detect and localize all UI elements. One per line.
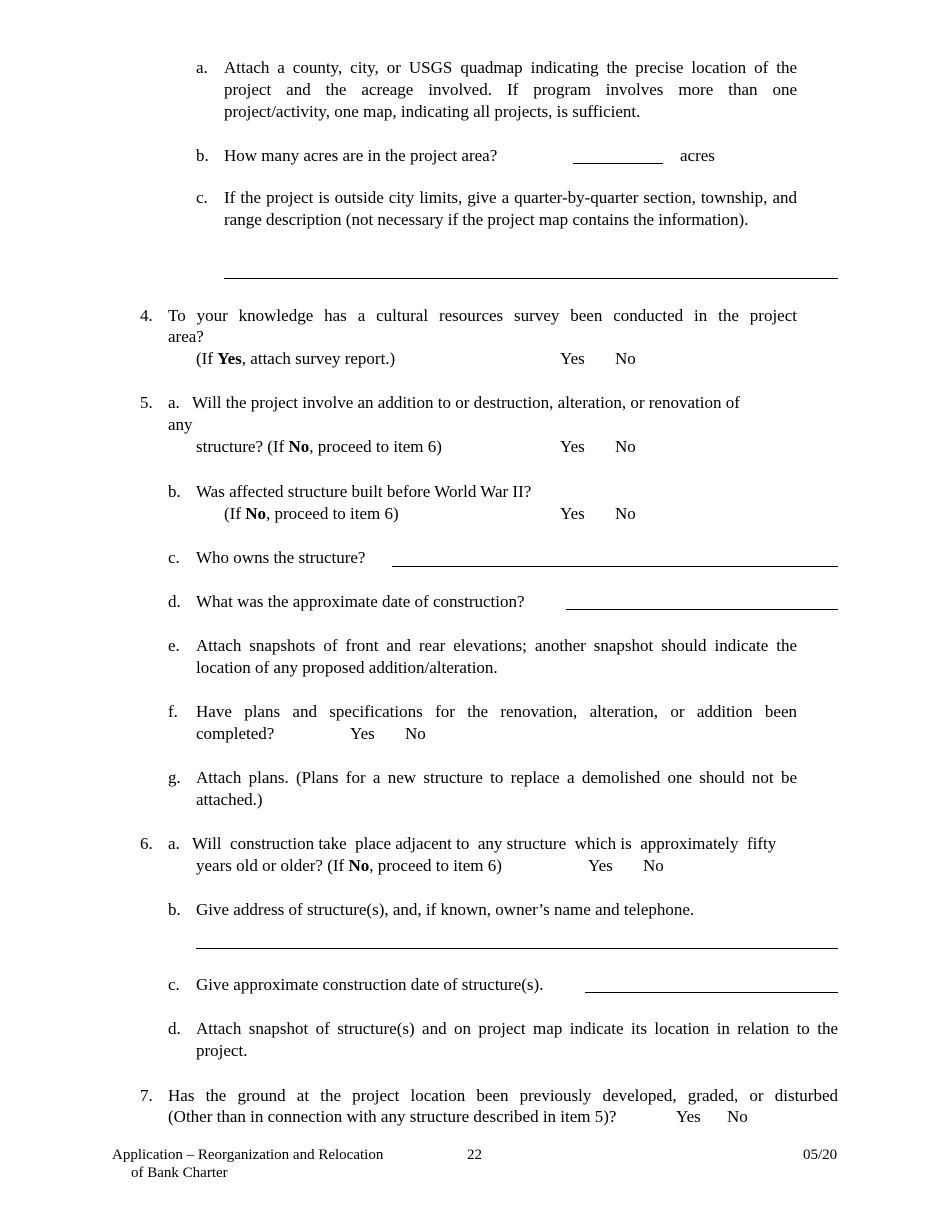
q4-yes-option[interactable]: Yes bbox=[560, 349, 585, 368]
q6-number: 6. bbox=[140, 834, 153, 853]
q7-line1: Has the ground at the project location been previously developed, graded, or disturbed bbox=[168, 1086, 838, 1105]
q6b-text: Give address of structure(s), and, if known, owner’s name and telephone. bbox=[196, 900, 695, 919]
q5d-letter: d. bbox=[168, 592, 181, 611]
q5f-line1: Have plans and specifications for the renovation, alteration, or addition been bbox=[196, 702, 797, 721]
q6a-line2: years old or older? (If No, proceed to item 6) bbox=[196, 856, 502, 875]
q3a-text: Attach a county, city, or USGS quadmap indicating the precise location of the project and the acreage involved. If program involves more than one project/activity, one map, indicating all projects, is sufficient. bbox=[224, 58, 797, 121]
acres-input-line[interactable] bbox=[573, 163, 663, 164]
q7-yes-option[interactable]: Yes bbox=[676, 1107, 701, 1126]
q5a-line3: structure? (If No, proceed to item 6) bbox=[196, 437, 442, 456]
structure-date-line[interactable] bbox=[585, 992, 838, 993]
q3b-letter: b. bbox=[196, 146, 209, 165]
q5c-text: Who owns the structure? bbox=[196, 548, 366, 567]
structure-address-line[interactable] bbox=[196, 948, 838, 949]
q3c-letter: c. bbox=[196, 188, 208, 207]
q5a-letter: a. bbox=[168, 393, 180, 412]
q5b-letter: b. bbox=[168, 482, 181, 501]
acres-unit: acres bbox=[680, 146, 715, 165]
q5d-text: What was the approximate date of construction? bbox=[196, 592, 525, 611]
q5b-no-option[interactable]: No bbox=[615, 504, 636, 523]
q5g-letter: g. bbox=[168, 768, 181, 787]
q4-line1: To your knowledge has a cultural resources survey been conducted in the project bbox=[168, 306, 797, 325]
q3a-letter: a. bbox=[196, 58, 208, 77]
footer-title-line2: of Bank Charter bbox=[131, 1165, 228, 1181]
q5e-letter: e. bbox=[168, 636, 180, 655]
q6d-text: Attach snapshot of structure(s) and on project map indicate its location in relation to the project. bbox=[196, 1019, 838, 1060]
q6a-yes-option[interactable]: Yes bbox=[588, 856, 613, 875]
q5b-yes-option[interactable]: Yes bbox=[560, 504, 585, 523]
structure-owner-line[interactable] bbox=[392, 566, 838, 567]
q7-number: 7. bbox=[140, 1086, 153, 1105]
q5a-line1: Will the project involve an addition to or destruction, alteration, or renovation of bbox=[192, 393, 740, 412]
q3c-answer-line[interactable] bbox=[224, 278, 838, 279]
q5a-line2: any bbox=[168, 415, 193, 434]
q4-number: 4. bbox=[140, 306, 153, 325]
q3c-text: If the project is outside city limits, give a quarter-by-quarter section, township, and range description (not necessary if the project map contains the information). bbox=[224, 188, 797, 229]
q6b-letter: b. bbox=[168, 900, 181, 919]
q5b-line1: Was affected structure built before World War II? bbox=[196, 482, 532, 501]
q5f-no-option[interactable]: No bbox=[405, 724, 426, 743]
q5g-text: Attach plans. (Plans for a new structure to replace a demolished one should not be attached.) bbox=[196, 768, 797, 809]
q6c-letter: c. bbox=[168, 975, 180, 994]
q3b-text: How many acres are in the project area? bbox=[224, 146, 498, 165]
q5f-letter: f. bbox=[168, 702, 178, 721]
q5c-letter: c. bbox=[168, 548, 180, 567]
q5f-line2: completed? bbox=[196, 724, 275, 743]
q5-number: 5. bbox=[140, 393, 153, 412]
footer-page-number: 22 bbox=[467, 1147, 482, 1163]
q4-no-option[interactable]: No bbox=[615, 349, 636, 368]
q4-note: (If Yes, attach survey report.) bbox=[196, 349, 396, 368]
q4-line2: area? bbox=[168, 327, 204, 346]
footer-date: 05/20 bbox=[803, 1147, 838, 1163]
q5b-note: (If No, proceed to item 6) bbox=[224, 504, 399, 523]
q6a-letter: a. bbox=[168, 834, 180, 853]
q7-no-option[interactable]: No bbox=[727, 1107, 748, 1126]
q6c-text: Give approximate construction date of structure(s). bbox=[196, 975, 544, 994]
q6a-no-option[interactable]: No bbox=[643, 856, 664, 875]
q6a-line1: Will construction take place adjacent to any structure which is approximately fifty bbox=[192, 834, 777, 853]
q6d-letter: d. bbox=[168, 1019, 181, 1038]
footer-title-line1: Application – Reorganization and Relocation bbox=[112, 1147, 384, 1163]
q5a-yes-option[interactable]: Yes bbox=[560, 437, 585, 456]
q5e-text: Attach snapshots of front and rear elevations; another snapshot should indicate the location of any proposed addition/alteration. bbox=[196, 636, 797, 677]
q5a-no-option[interactable]: No bbox=[615, 437, 636, 456]
construction-date-line[interactable] bbox=[566, 609, 838, 610]
q5f-yes-option[interactable]: Yes bbox=[350, 724, 375, 743]
q7-line2: (Other than in connection with any structure described in item 5)? bbox=[168, 1107, 617, 1126]
